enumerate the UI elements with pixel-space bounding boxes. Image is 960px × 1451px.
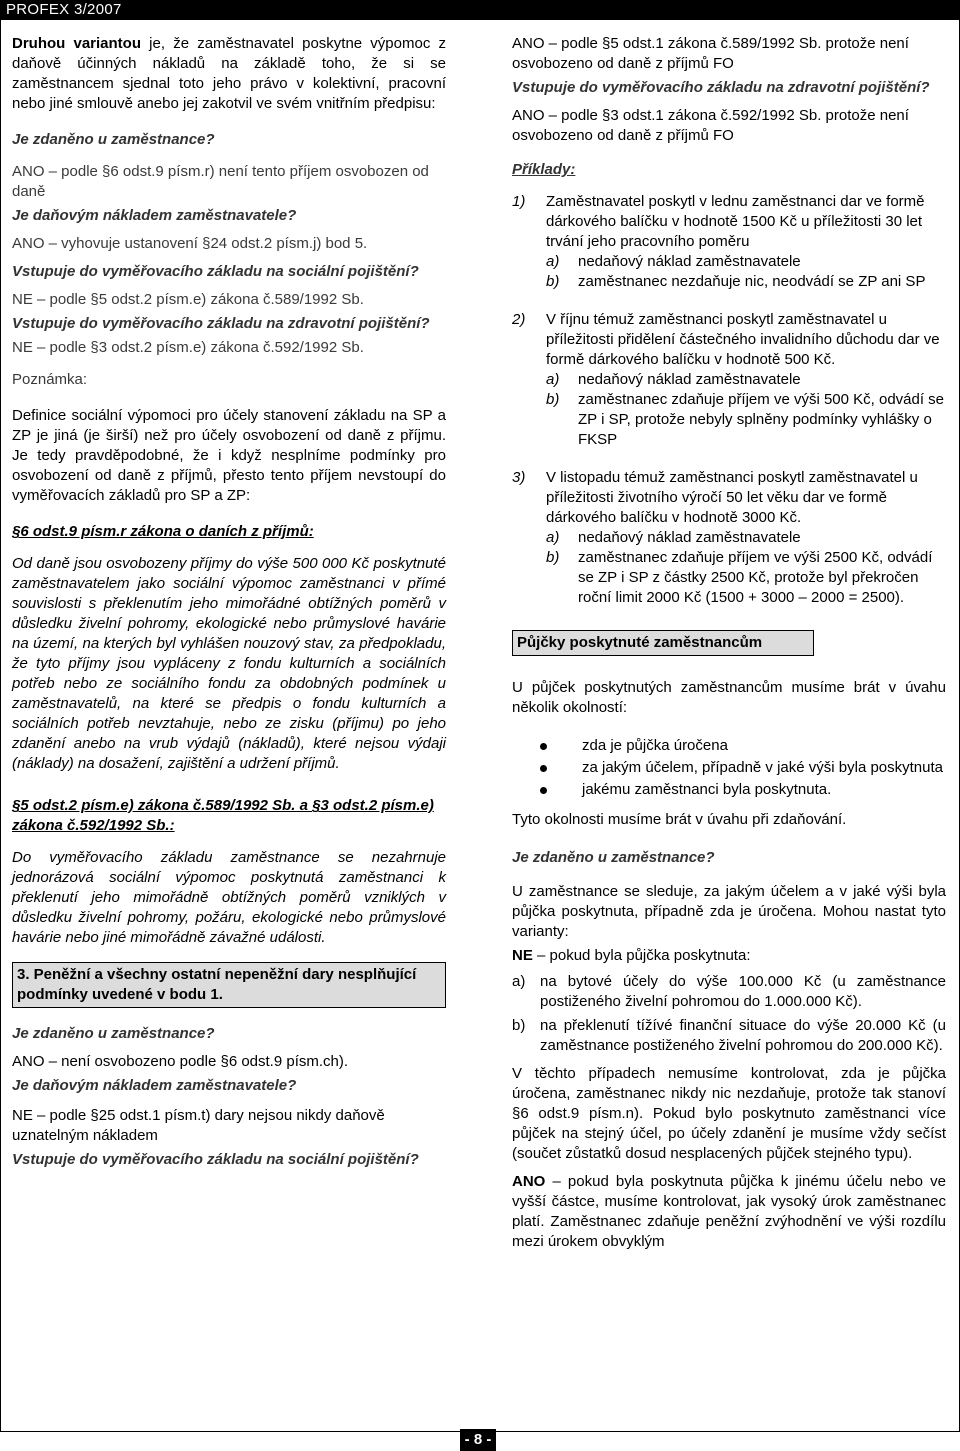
example-1-a-text: nedaňový náklad zaměstnavatele <box>578 253 801 270</box>
example-2-a-text: nedaňový náklad zaměstnavatele <box>578 371 801 388</box>
law1-text: Od daně jsou osvobozeny příjmy do výše 500 000 Kč poskytnuté zaměstnavatelem jako sociální výpomoc zaměstnanci v přímé souvislosti s překlenutím jeho mimořádné obtížných poměrů v důsledku živelní pohromy, ekologické nebo průmyslové havárie na území, na kterých byl vyhlášen nouzový stav, za předpokladu, že tyto příjmy jsou vypláceny z fondu kulturních a sociálních potřeb nebo ze sociálního fondu za obdobných podmínek u zaměstnavatelů, na které se předpis o fondu kulturních a sociálních potřeb nevztahuje, nebo ze zisku (příjmu) po jeho zdanění anebo na vrub výdajů (nákladů), které nejsou výdaji (náklady) na dosažení, zajištění a udržení příjmů. <box>12 555 446 772</box>
bullet-icon <box>540 743 547 750</box>
question-taxed-2: Je zdaněno u zaměstnance? <box>12 1025 215 1042</box>
answer-taxed-2: ANO – není osvobozeno podle §6 odst.9 písm.ch). <box>12 1053 349 1070</box>
variant-a-label: a) <box>512 973 526 990</box>
loans-ano-rest: – pokud byla poskytnuta půjčka k jinému účelu nebo ve vyšší částce, musíme kontrolovat, jak vysoký úrok zaměstnanec platí. Zaměstnanec zdaňuje peněžní zvýhodnění ve výši rozdílu mezi úrokem obvyklým <box>512 1173 946 1250</box>
note-label: Poznámka: <box>12 371 88 388</box>
variant-b-text: na překlenutí tížívé finanční situace do výše 20.000 Kč (u zaměstnance postiženého živelní pohromou do 200.000 Kč). <box>540 1017 946 1054</box>
list-item <box>512 736 946 756</box>
examples-label: Příklady: <box>512 161 576 178</box>
example-2-b-label: b) <box>546 391 560 408</box>
example-2-b-text: zaměstnanec zdaňuje příjem ve výši 500 Kč, odvádí se ZP i SP, protože nebyly splněny podmínky vyhlášky o FKSP <box>578 391 945 448</box>
publication-title: PROFEX 3/2007 <box>6 1 122 18</box>
intro-paragraph <box>12 34 446 114</box>
bullet-text-1: zda je půjčka úročena <box>582 737 728 754</box>
example-3-a-label: a) <box>546 529 560 546</box>
list-item <box>512 758 946 778</box>
right-column <box>512 34 946 1252</box>
example-1 <box>512 192 946 292</box>
question-social-2: Vstupuje do vyměřovacího základu na sociální pojištění? <box>12 1151 419 1168</box>
answer-taxed: ANO – podle §6 odst.9 písm.r) není tento příjem osvobozen od daně <box>12 163 429 200</box>
answer-social-2: ANO – podle §5 odst.1 zákona č.589/1992 Sb. protože není osvobozeno od daně z příjmů FO <box>512 35 909 72</box>
variant-a <box>512 972 946 1012</box>
loans-ne-rest: – pokud byla půjčka poskytnuta: <box>532 947 751 964</box>
intro-lead: Druhou variantou <box>12 35 142 52</box>
answer-cost: ANO – vyhovuje ustanovení §24 odst.2 písm.j) bod 5. <box>12 235 368 252</box>
example-1-b-text: zaměstnanec nezdaňuje nic, neodvádí se ZP ani SP <box>578 273 926 290</box>
answer-health-2: ANO – podle §3 odst.1 zákona č.592/1992 Sb. protože není osvobozeno od daně z příjmů FO <box>512 107 909 144</box>
intro-rest: je, že zaměstnavatel poskytne výpomoc z daňově účinných nákladů na základě toho, že si se zaměstnancem sjednal toto jeho právo v kolektivní, pracovní nebo jiné smlouvě anebo jej zakotvil ve svém vnitřním předpisu: <box>12 35 446 112</box>
example-1-a-label: a) <box>546 253 560 270</box>
question-taxed-loans: Je zdaněno u zaměstnance? <box>512 849 715 866</box>
question-health-2: Vstupuje do vyměřovacího základu na zdravotní pojištění? <box>512 79 930 96</box>
answer-social: NE – podle §5 odst.2 písm.e) zákona č.589/1992 Sb. <box>12 291 364 308</box>
loans-ano-lead: ANO <box>512 1173 546 1190</box>
loans-ne <box>512 946 946 966</box>
bullet-text-3: jakému zaměstnanci byla poskytnuta. <box>582 781 832 798</box>
example-2 <box>512 310 946 450</box>
bullet-text-2: za jakým účelem, případně v jaké výši byla poskytnuta <box>582 759 944 776</box>
law2-title: §5 odst.2 písm.e) zákona č.589/1992 Sb. a §3 odst.2 písm.e) zákona č.592/1992 Sb.: <box>12 797 434 834</box>
header-bar <box>0 0 960 20</box>
example-2-text: V říjnu témuž zaměstnanci poskytl zaměstnavatel u příležitosti přidělení částečného invalidního důchodu dar ve formě dárkového balíčku v hodnotě 500 Kč. <box>546 311 940 368</box>
question-cost: Je daňovým nákladem zaměstnavatele? <box>12 207 297 224</box>
example-2-a-label: a) <box>546 371 560 388</box>
loans-intro: U půjček poskytnutých zaměstnancům musíme brát v úvahu několik okolností: <box>512 679 946 716</box>
answer-cost-2: NE – podle §25 odst.1 písm.t) dary nejsou nikdy daňově uznatelným nákladem <box>12 1107 385 1144</box>
example-3-b-label: b) <box>546 549 560 566</box>
law1-title: §6 odst.9 písm.r zákona o daních z příjmů: <box>12 523 314 540</box>
variant-b-label: b) <box>512 1017 526 1034</box>
example-3 <box>512 468 946 608</box>
loans-ano <box>512 1172 946 1252</box>
example-2-number: 2) <box>512 311 526 328</box>
loans-after: Tyto okolnosti musíme brát v úvahu při zdaňování. <box>512 811 847 828</box>
loans-variants-intro: U zaměstnance se sleduje, za jakým účelem a v jaké výši byla půjčka poskytnuta, případně zda je úročena. Mohou nastat tyto varianty: <box>512 883 946 940</box>
example-3-number: 3) <box>512 469 526 486</box>
left-column <box>12 34 446 1170</box>
variant-b <box>512 1016 946 1056</box>
bullet-icon <box>540 787 547 794</box>
example-3-a-text: nedaňový náklad zaměstnavatele <box>578 529 801 546</box>
question-social: Vstupuje do vyměřovacího základu na sociální pojištění? <box>12 263 419 280</box>
example-1-b-label: b) <box>546 273 560 290</box>
question-health: Vstupuje do vyměřovacího základu na zdravotní pojištění? <box>12 315 430 332</box>
question-taxed: Je zdaněno u zaměstnance? <box>12 131 215 148</box>
list-item <box>512 780 946 800</box>
loans-bullet-list <box>512 736 946 800</box>
section-box-gifts-text: 3. Peněžní a všechny ostatní nepeněžní dary nesplňující podmínky uvedené v bodu 1. <box>17 966 417 1003</box>
page-number: - 8 - <box>460 1429 496 1451</box>
section-box-gifts <box>12 962 446 1008</box>
loans-paragraph: V těchto případech nemusíme kontrolovat, zda je půjčka úročena, zaměstnanec nikdy nic nezdaňuje, protože tak stanoví §6 odst.9 písm.n). Pokud bylo poskytnuto zaměstnanci více půjček na stejný účel, po účely zdanění je musíme vždy sečíst (součet zůstatků dosud nesplacených půjček stejného typu). <box>512 1065 946 1162</box>
example-1-number: 1) <box>512 193 526 210</box>
bullet-icon <box>540 765 547 772</box>
variant-a-text: na bytové účely do výše 100.000 Kč (u zaměstnance postiženého živelní pohromou do 1.000.000 Kč). <box>540 973 946 1010</box>
example-1-text: Zaměstnavatel poskytl v lednu zaměstnanci dar ve formě dárkového balíčku v hodnotě 1500 Kč u příležitosti 30 let trvání jeho pracovního poměru <box>546 193 925 250</box>
note-text: Definice sociální výpomoci pro účely stanovení základu na SP a ZP je jiná (je širší) než pro účely osvobození od daně z příjmu. Je tedy pravděpodobné, že i když nesplníme podmínky pro osvobození od daně z příjmů, přesto tento příjem nevstoupí do vyměřovacích základů pro SP a ZP: <box>12 407 446 504</box>
section-box-loans <box>512 630 814 656</box>
loans-ne-lead: NE <box>512 947 533 964</box>
answer-health: NE – podle §3 odst.2 písm.e) zákona č.592/1992 Sb. <box>12 339 364 356</box>
law2-text: Do vyměřovacího základu zaměstnance se nezahrnuje jednorázová sociální výpomoc poskytnutá zaměstnanci k překlenutí jeho mimořádně obtížných poměrů vzniklých v důsledku živelní pohromy, požáru, ekologické nebo průmyslové havárie nebo jiné mimořádně závažné události. <box>12 849 446 946</box>
question-cost-2: Je daňovým nákladem zaměstnavatele? <box>12 1077 297 1094</box>
example-3-text: V listopadu témuž zaměstnanci poskytl zaměstnavatel u příležitosti životního výročí 50 let věku dar ve formě dárkového balíčku v hodnotě 3000 Kč. <box>546 469 918 526</box>
section-box-loans-text: Půjčky poskytnuté zaměstnancům <box>517 634 763 651</box>
example-3-b-text: zaměstnanec zdaňuje příjem ve výši 2500 Kč, odvádí se ZP i SP z částky 2500 Kč, protože byl překročen roční limit 2000 Kč (1500 + 3000 – 2000 = 2500). <box>578 549 933 606</box>
